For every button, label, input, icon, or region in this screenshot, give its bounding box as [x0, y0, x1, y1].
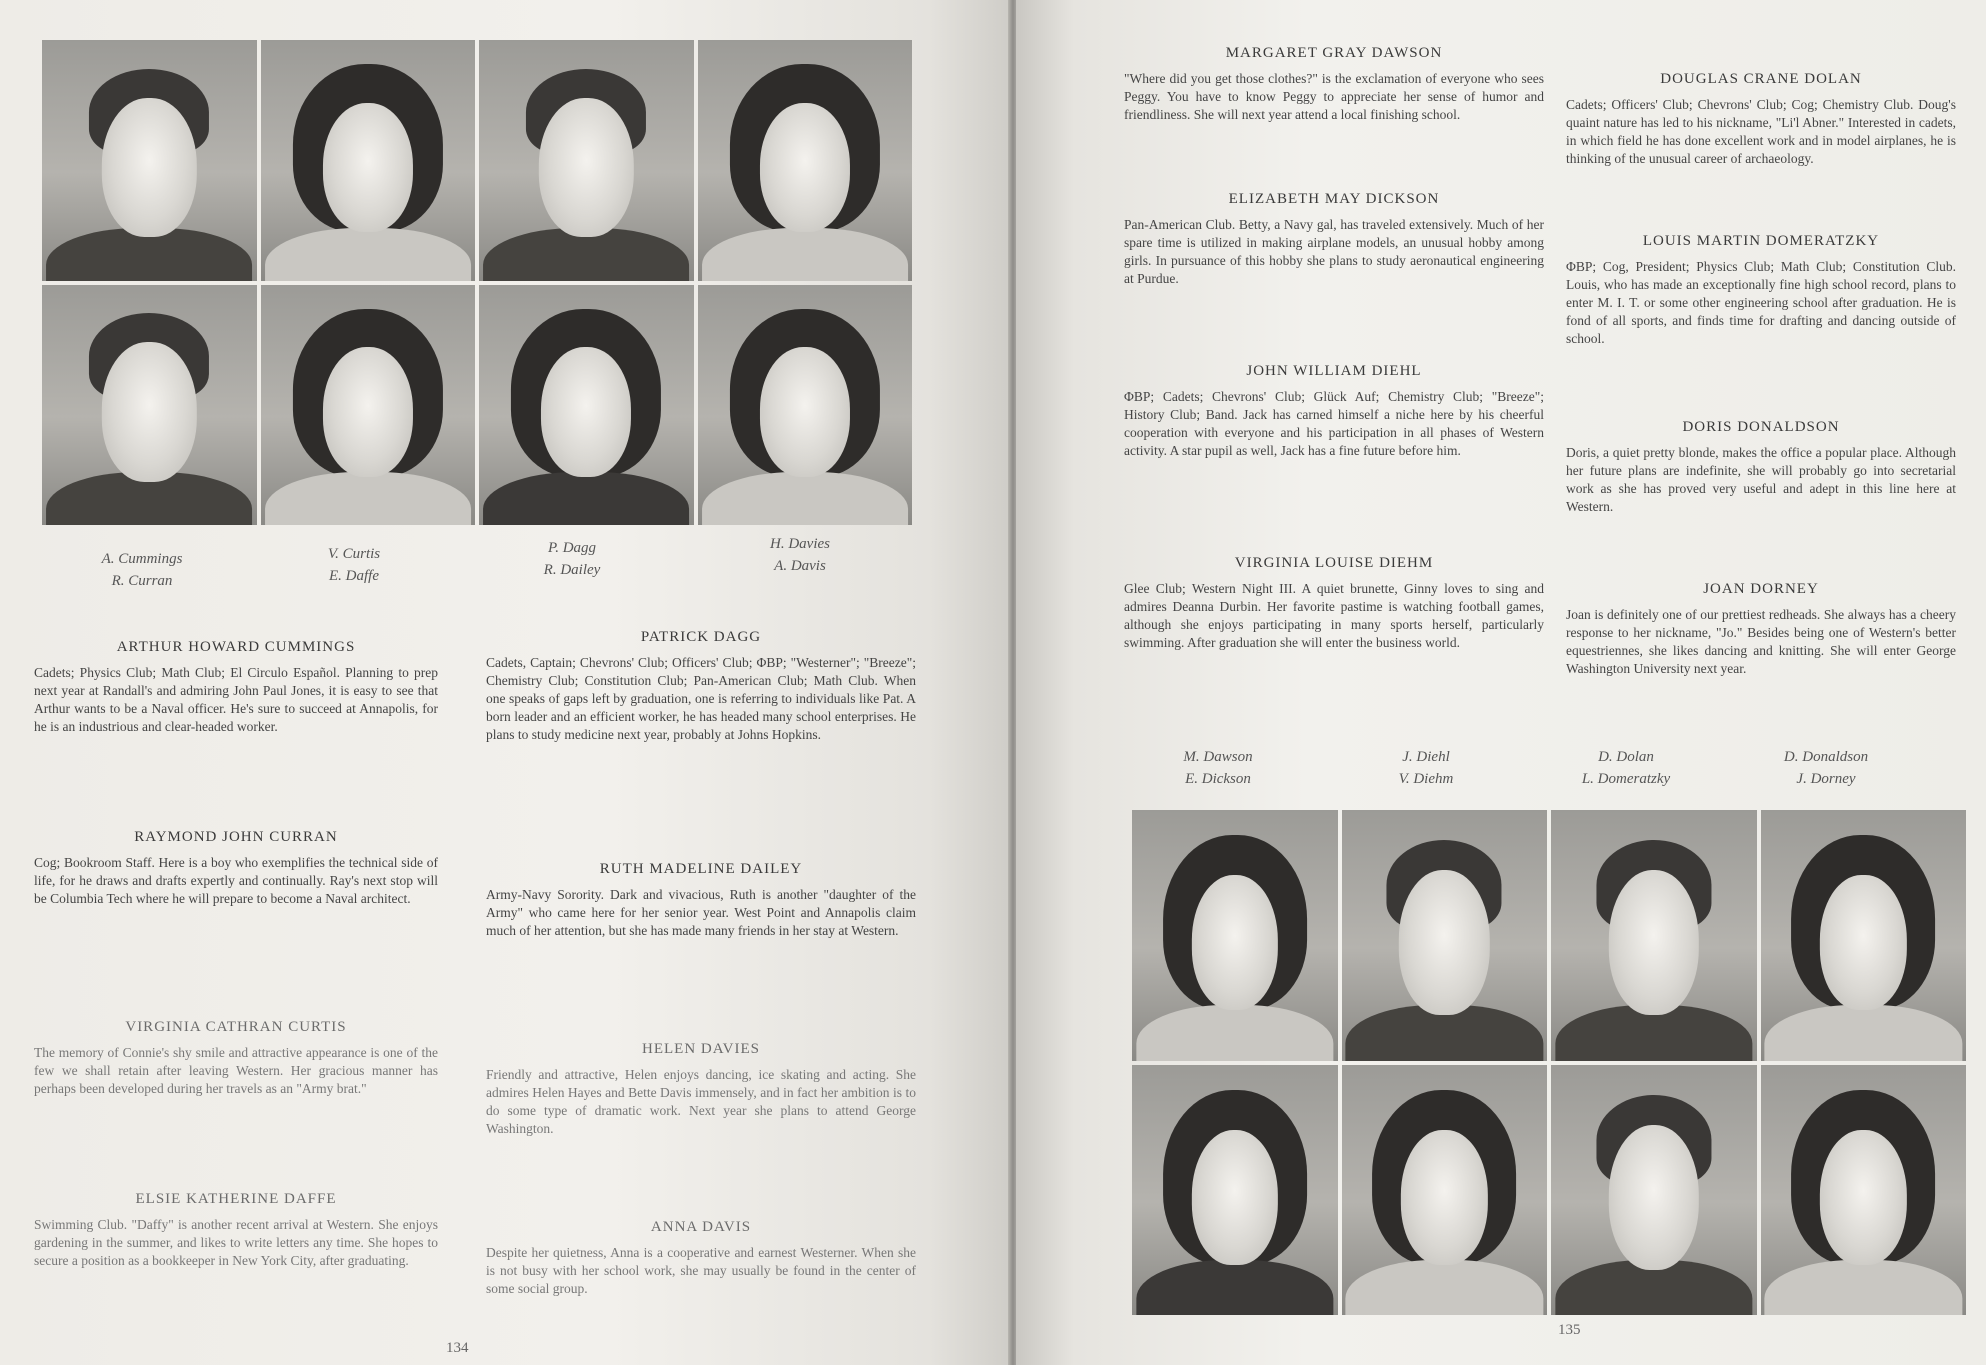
bio-name: VIRGINIA LOUISE DIEHM — [1234, 555, 1434, 571]
bio-text: Friendly and attractive, Helen enjoys dancing, ice skating and acting. She admires Helen Hayes and Bette Davis immensely, and in fact her ambition is to do some type of dramatic work. Next year she plans to attend George Washington. — [486, 1067, 916, 1136]
bio-entry — [34, 828, 438, 908]
caption-name-bottom: J. Dorney — [1796, 771, 1856, 787]
photo-caption — [492, 537, 652, 581]
portrait-photo — [1761, 810, 1967, 1061]
portrait-photo — [261, 285, 476, 526]
bio-name: ARTHUR HOWARD CUMMINGS — [116, 639, 356, 655]
bio-name: LOUIS MARTIN DOMERATZKY — [1642, 233, 1880, 249]
photo-caption — [720, 533, 880, 577]
bio-text: Pan-American Club. Betty, a Navy gal, has traveled extensively. Much of her spare time is utilized in making airplane models, an unusual hobby among girls. In pursuance of this hobby she plans to study aeronautical engineering at Purdue. — [1124, 217, 1544, 286]
bio-name: HELEN DAVIES — [642, 1041, 760, 1057]
bio-text: ΦBP; Cog, President; Physics Club; Math Club; Constitution Club. Louis, who has made an exceptionally fine high school record, plans to enter M. I. T. or some other engineering school after graduation. He is fond of all sports, and finds time for drafting and dancing outside of school. — [1566, 259, 1956, 346]
bio-text: Glee Club; Western Night III. A quiet brunette, Ginny loves to sing and admires Deanna Durbin. Her favorite pastime is watching football games, although she enjoys participating in many sports herself, particularly swimming. After graduation she will enter the business world. — [1124, 581, 1544, 650]
bio-entry — [1566, 232, 1956, 348]
bio-entry — [486, 628, 916, 744]
bio-text: Cadets; Physics Club; Math Club; El Circulo Español. Planning to prep next year at Randall's and admiring John Paul Jones, it is easy to see that Arthur wants to be a Naval officer. He's sure to succeed at Annapolis, for he is an industrious and clear-headed worker. — [34, 665, 438, 734]
bio-name: DORIS DONALDSON — [1682, 419, 1840, 435]
bio-name: ELIZABETH MAY DICKSON — [1228, 191, 1440, 207]
portrait-photo — [698, 40, 913, 281]
bio-text: Cadets, Captain; Chevrons' Club; Officers' Club; ΦBP; "Westerner"; "Breeze"; Chemistry Club; Constitution Club; Pan-American Club; Math Club. When one speaks of gaps left by graduation, one is referring to individuals like Pat. A born leader and an efficient worker, he has headed many school enterprises. He plans to study medicine next year, probably at Johns Hopkins. — [486, 655, 916, 742]
bio-name: MARGARET GRAY DAWSON — [1225, 45, 1443, 61]
left-photo-grid — [42, 40, 912, 525]
photo-caption — [1546, 746, 1706, 790]
photo-caption — [62, 548, 222, 592]
bio-entry — [1124, 362, 1544, 460]
caption-name-top: J. Diehl — [1402, 749, 1450, 765]
bio-name: ANNA DAVIS — [650, 1219, 752, 1235]
caption-name-top: D. Dolan — [1598, 749, 1654, 765]
portrait-photo — [1342, 1065, 1548, 1316]
portrait-photo — [42, 285, 257, 526]
right-page — [1016, 0, 1986, 1365]
portrait-photo — [1132, 810, 1338, 1061]
bio-name: RUTH MADELINE DAILEY — [599, 861, 803, 877]
caption-name-bottom: R. Dailey — [543, 562, 601, 578]
bio-name: PATRICK DAGG — [640, 629, 762, 645]
bio-text: Cadets; Officers' Club; Chevrons' Club; Cog; Chemistry Club. Doug's quaint nature has led to his nickname, "Li'l Abner." Interested in cadets, in which field he has done excellent work and in model airplanes, he is thinking of the unusual career of archaeology. — [1566, 97, 1956, 166]
caption-name-bottom: L. Domeratzky — [1581, 771, 1671, 787]
photo-caption — [1746, 746, 1906, 790]
caption-name-top: M. Dawson — [1183, 749, 1253, 765]
bio-text: "Where did you get those clothes?" is the exclamation of everyone who sees Peggy. You have to know Peggy to appreciate her sense of humor and friendliness. She will next year attend a local finishing school. — [1124, 71, 1544, 122]
bio-entry — [1566, 418, 1956, 516]
portrait-photo — [1342, 810, 1548, 1061]
caption-name-bottom: V. Diehm — [1398, 771, 1454, 787]
bio-text: Despite her quietness, Anna is a cooperative and earnest Westerner. When she is not busy with her school work, she may usually be found in the center of some social group. — [486, 1245, 916, 1296]
portrait-photo — [1551, 810, 1757, 1061]
bio-entry — [34, 1190, 438, 1270]
bio-entry — [486, 1218, 916, 1298]
bio-text: Army-Navy Sorority. Dark and vivacious, Ruth is another "daughter of the Army" who came here for her senior year. West Point and Annapolis claim much of her attention, but she has made many friends in her stay at Western. — [486, 887, 916, 938]
photo-caption — [274, 543, 434, 587]
bio-name: DOUGLAS CRANE DOLAN — [1660, 71, 1862, 87]
portrait-photo — [42, 40, 257, 281]
caption-name-top: H. Davies — [770, 536, 830, 552]
photo-caption — [1138, 746, 1298, 790]
page-number: 135 — [1558, 1322, 1581, 1338]
bio-entry — [1566, 70, 1956, 168]
bio-entry — [1566, 580, 1956, 678]
caption-name-top: D. Donaldson — [1783, 749, 1869, 765]
caption-name-bottom: E. Dickson — [1185, 771, 1251, 787]
caption-name-top: P. Dagg — [547, 540, 597, 556]
bio-name: RAYMOND JOHN CURRAN — [134, 829, 338, 845]
page-number: 134 — [446, 1340, 469, 1356]
portrait-photo — [479, 285, 694, 526]
right-photo-grid — [1132, 810, 1966, 1315]
bio-text: The memory of Connie's shy smile and attractive appearance is one of the few we shall retain after leaving Western. Her gracious manner has perhaps been developed during her travels as an "Army brat." — [34, 1045, 438, 1096]
photo-caption — [1346, 746, 1506, 790]
bio-entry — [34, 1018, 438, 1098]
bio-entry — [486, 1040, 916, 1138]
portrait-photo — [698, 285, 913, 526]
caption-name-top: V. Curtis — [327, 546, 381, 562]
portrait-photo — [1551, 1065, 1757, 1316]
caption-name-top: A. Cummings — [101, 551, 183, 567]
caption-name-bottom: R. Curran — [111, 573, 173, 589]
bio-text: Cog; Bookroom Staff. Here is a boy who exemplifies the technical side of life, for he draws and drafts expertly and continually. Ray's next stop will be Columbia Tech where he will prepare to become a Naval architect. — [34, 855, 438, 906]
portrait-photo — [1132, 1065, 1338, 1316]
bio-name: ELSIE KATHERINE DAFFE — [135, 1191, 337, 1207]
bio-entry — [1124, 190, 1544, 288]
bio-text: Doris, a quiet pretty blonde, makes the office a popular place. Although her future plans are indefinite, she will probably go into secretarial work as she has proved very useful and adept in this line here at Western. — [1566, 445, 1956, 514]
portrait-photo — [479, 40, 694, 281]
bio-text: Joan is definitely one of our prettiest redheads. She always has a cheery response to her nickname, "Jo." Besides being one of Western's better equestriennes, she likes dancing and knitting. She will enter George Washington University next year. — [1566, 607, 1956, 676]
bio-name: VIRGINIA CATHRAN CURTIS — [125, 1019, 347, 1035]
bio-name: JOHN WILLIAM DIEHL — [1246, 363, 1422, 379]
bio-text: Swimming Club. "Daffy" is another recent arrival at Western. She enjoys gardening in the summer, and likes to write letters any time. She hopes to secure a position as a bookkeeper in New York City, after graduating. — [34, 1217, 438, 1268]
caption-name-bottom: A. Davis — [774, 558, 826, 574]
portrait-photo — [1761, 1065, 1967, 1316]
bio-name: JOAN DORNEY — [1703, 581, 1819, 597]
bio-entry — [486, 860, 916, 940]
portrait-photo — [261, 40, 476, 281]
caption-name-bottom: E. Daffe — [329, 568, 379, 584]
bio-entry — [1124, 44, 1544, 124]
bio-entry — [1124, 554, 1544, 652]
bio-entry — [34, 638, 438, 736]
bio-text: ΦBP; Cadets; Chevrons' Club; Glück Auf; Chemistry Club; "Breeze"; History Club; Band. Jack has carned himself a niche here by his cheerful cooperation with everyone and his participation in all phases of Western activity. A star pupil as well, Jack has a fine future before him. — [1124, 389, 1544, 458]
